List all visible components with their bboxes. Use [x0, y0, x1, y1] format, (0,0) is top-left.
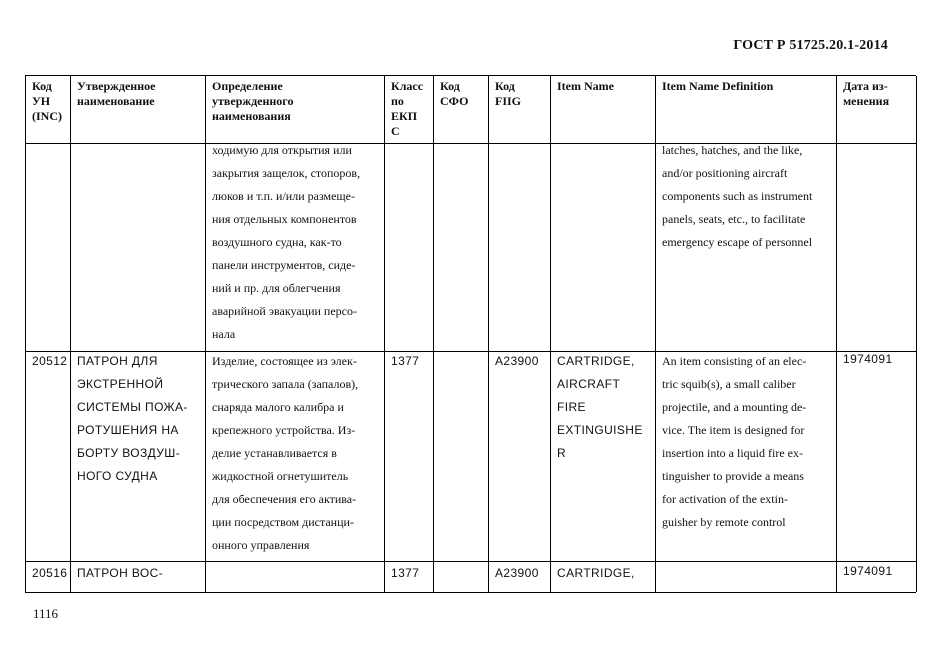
header-cell-sfo: Код СФО [440, 79, 469, 108]
page-number: 1116 [33, 606, 59, 621]
row-inc: 20512 [32, 354, 68, 368]
row-date: 1974091 [843, 352, 893, 366]
row-fiig: A23900 [495, 566, 539, 580]
continuation-def-en: latches, hatches, and the like, and/or positioning aircraft components such as instrument panels, seats, etc., to facilitate emergency escape of personnel [662, 143, 813, 249]
data-table [25, 75, 916, 593]
row-item-name: CARTRIDGE, AIRCRAFT FIRE EXTINGUISHE R [557, 354, 643, 460]
header-cell-date: Дата из- менения [843, 79, 890, 108]
row-fiig: A23900 [495, 354, 539, 368]
row-def-en: An item consisting of an elec- tric squib(s), a small caliber projectile, and a mounting de- vice. The item is designed for insertion into a liquid fire ex- tinguisher to provide a means for activation of the extin- guisher by remote control [662, 354, 807, 529]
header-cell-fiig: Код FIIG [495, 79, 522, 108]
header-cell-name-ru: Утвержденное наименование [77, 79, 156, 108]
row-date: 1974091 [843, 564, 893, 578]
header-cell-def-en: Item Name Definition [662, 79, 774, 93]
header-cell-inc: Код УН (INC) [32, 79, 62, 123]
row-name-ru: ПАТРОН ДЛЯ ЭКСТРЕННОЙ СИСТЕМЫ ПОЖА- РОТУШЕНИЯ НА БОРТУ ВОЗДУШ- НОГО СУДНА [77, 354, 188, 483]
row-item-name: CARTRIDGE, [557, 566, 635, 580]
row-def-ru: Изделие, состоящее из элек- трического запала (запалов), снаряда малого калибра и крепежного устройства. Из- делие устанавливается в жидкостной огнетушитель для обеспечения его актива- ции посредством дистанци- онного управления [212, 354, 359, 552]
row-class: 1377 [391, 354, 420, 368]
header-cell-class: Класс по ЕКП С [391, 79, 424, 138]
header-cell-def-ru: Определение утвержденного наименования [212, 79, 294, 123]
header-cell-item-name: Item Name [557, 79, 614, 93]
standard-code: ГОСТ Р 51725.20.1-2014 [733, 38, 888, 53]
row-name-ru: ПАТРОН ВОС- [77, 566, 164, 580]
continuation-def-ru: ходимую для открытия или закрытия защелок, стопоров, люков и т.п. и/или размеще- ния отдельных компонентов воздушного судна, как-то панели инструментов, сиде- ний и пр. для облегчения аварийной эвакуации персо- нала [212, 143, 361, 341]
row-class: 1377 [391, 566, 420, 580]
row-inc: 20516 [32, 566, 68, 580]
